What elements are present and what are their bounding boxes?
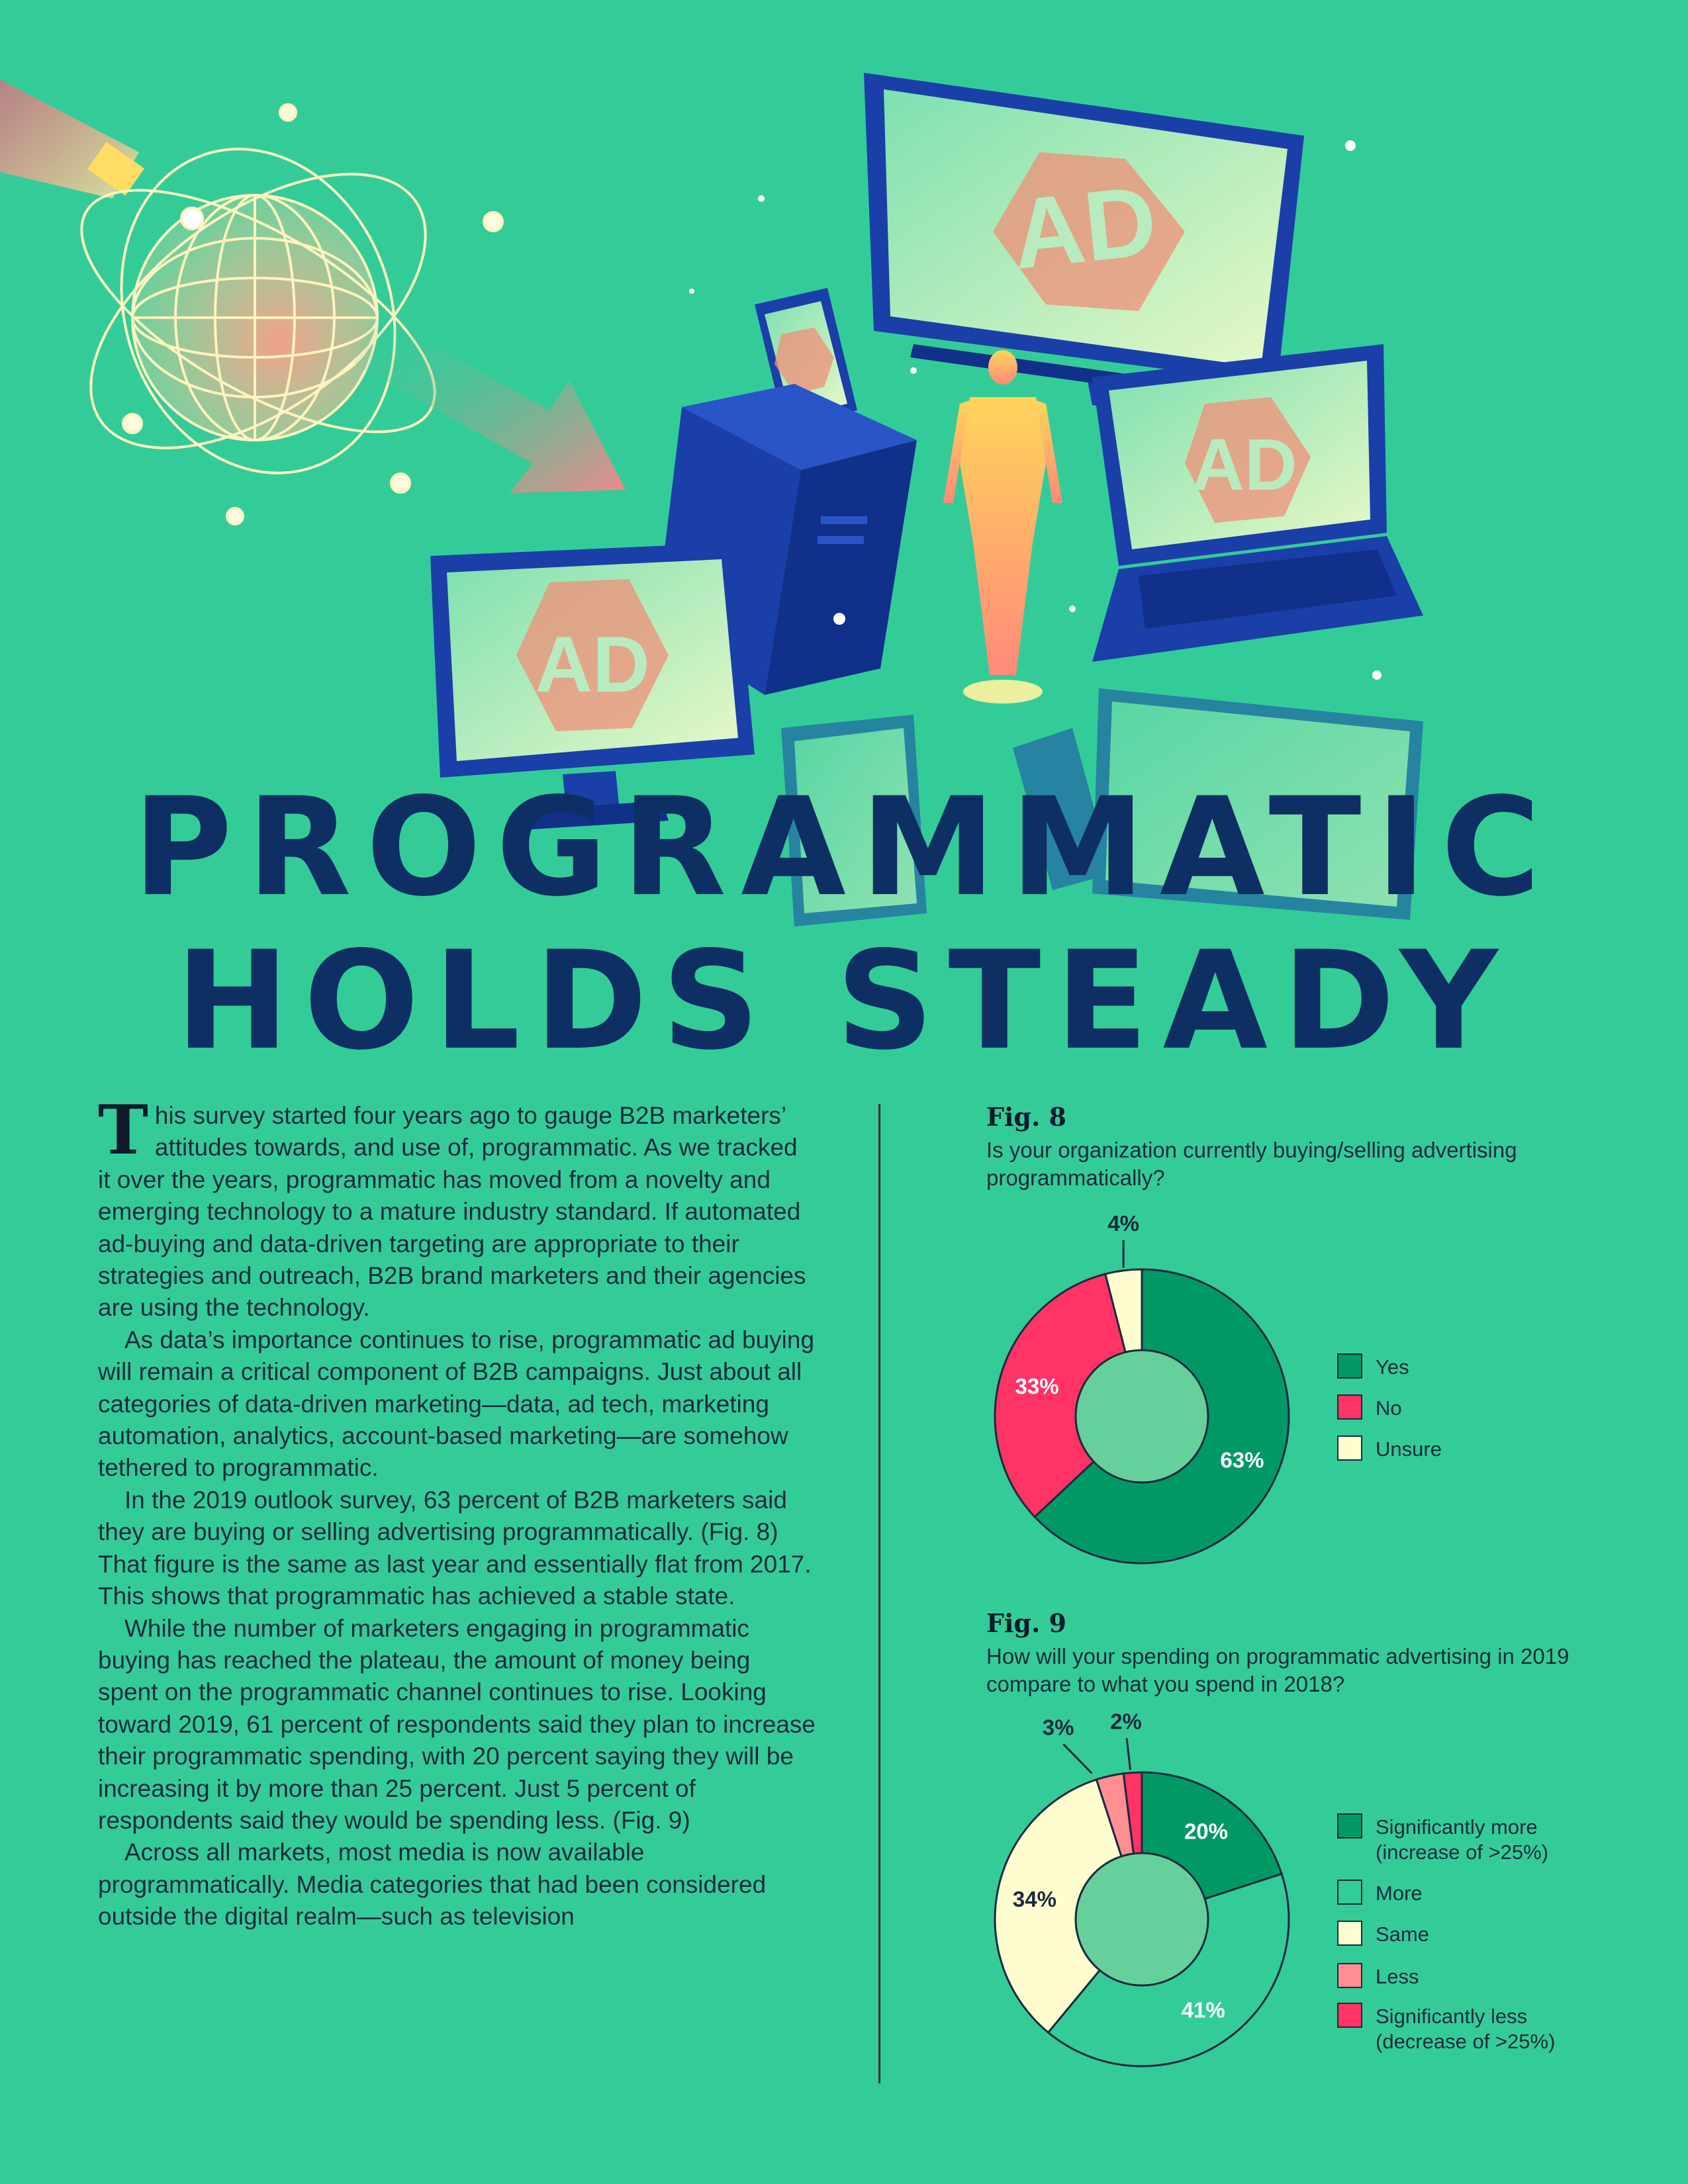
article-paragraph: As data’s importance continues to rise, programmatic ad buying will remain a critical component of B2B campaigns. Just about all categories of data-driven marketing—data, ad tech, marketing automation, analytics, account-based marketing—are somehow tethered to programmatic.	[98, 1326, 815, 1482]
slice-value-label: 4%	[1107, 1210, 1140, 1236]
legend-label: More	[1376, 1882, 1423, 1905]
legend-label: Significantly more (increase of >25%)	[1376, 1815, 1549, 1864]
legend-swatch	[1337, 1813, 1362, 1839]
fig-9-label: Fig. 9	[986, 1608, 1066, 1638]
column-divider	[878, 1104, 880, 2083]
legend-label: Less	[1376, 1965, 1419, 1988]
leader-line	[1127, 1738, 1131, 1770]
fig-8-label: Fig. 8	[986, 1102, 1066, 1132]
legend-label: No	[1376, 1396, 1402, 1420]
drop-cap: T	[98, 1091, 148, 1170]
desktop-monitor-icon	[864, 73, 1304, 410]
donut-hole	[1076, 1853, 1208, 1985]
arrow-icon	[354, 311, 626, 493]
article-body	[98, 1091, 816, 1933]
fig-8-legend	[1337, 1353, 1602, 1525]
light-beam-icon	[0, 79, 144, 199]
fig-8-donut-chart	[980, 1205, 1297, 1602]
slice-value-label: 20%	[1184, 1819, 1229, 1844]
legend-swatch	[1337, 2003, 1362, 2028]
slice-value-label: 63%	[1220, 1447, 1264, 1473]
legend-label: Same	[1376, 1923, 1429, 1946]
svg-text:AD: AD	[535, 620, 650, 709]
legend-swatch	[1337, 1880, 1362, 1905]
legend-swatch	[1337, 1394, 1362, 1420]
fig-9-donut-chart	[980, 1707, 1297, 2105]
slice-value-label: 33%	[1015, 1373, 1059, 1398]
article-paragraph: In the 2019 outlook survey, 63 percent of B2B marketers said they are buying or selling advertising programmatically. (Fig. 8) That figure is the same as last year and essentially flat from 2017. This shows that programmatic has achieved a stable state.	[98, 1486, 812, 1610]
legend-label: Significantly less (decrease of >25%)	[1376, 2005, 1556, 2053]
slice-value-label: 41%	[1181, 1997, 1225, 2023]
legend-swatch	[1337, 1353, 1362, 1379]
fig-9-question: How will your spending on programmatic advertising in 2019 compare to what you spend in 2018?	[986, 1644, 1570, 1696]
article-paragraph: While the number of marketers engaging in programmatic buying has reached the plateau, the amount of money being spent on the programmatic channel continues to rise. Looking toward 2019, 61 percent of respondents said they plan to increase their programmatic spending, with 20 percent saying they will be increasing it by more than 25 percent. Just 5 percent of respondents said they would be spending less. (Fig. 9)	[98, 1614, 816, 1834]
legend-swatch	[1337, 1921, 1362, 1946]
fig-8-question: Is your organization currently buying/selling advertising programmatically?	[986, 1138, 1517, 1190]
legend-label: Unsure	[1376, 1437, 1442, 1461]
svg-text:AD: AD	[1007, 164, 1162, 290]
article-paragraph: Across all markets, most media is now available programmatically. Media categories that had been considered outside the digital realm—such as television	[98, 1839, 767, 1931]
svg-text:AD: AD	[1192, 424, 1297, 506]
headline-line-1: PROGRAMMATIC	[132, 769, 1556, 927]
paragraph-text: his survey started four years ago to gauge B2B marketers’ attitudes towards, and use of, programmatic. As we tracked it over the years, programmatic has moved from a novelty and emerging technology to a mature industry standard. If automated ad-buying and data-driven targeting are appropriate to their strategies and outreach, B2B brand marketers and their agencies are using the technology.	[98, 1102, 806, 1322]
article-paragraph	[98, 1091, 816, 1324]
slice-value-label: 3%	[1042, 1715, 1074, 1740]
legend-swatch	[1337, 1963, 1362, 1988]
slice-value-label: 2%	[1110, 1709, 1142, 1734]
legend-label: Yes	[1376, 1355, 1409, 1379]
headline	[0, 771, 1688, 1078]
person-hologram-icon	[943, 350, 1062, 704]
legend-swatch	[1337, 1435, 1362, 1461]
slice-value-label: 34%	[1012, 1887, 1056, 1912]
donut-hole	[1076, 1350, 1208, 1482]
laptop-icon	[1092, 344, 1423, 662]
fig-9-legend	[1337, 1813, 1602, 2078]
headline-line-2: HOLDS STEADY	[175, 923, 1513, 1080]
leader-line	[1063, 1744, 1092, 1773]
